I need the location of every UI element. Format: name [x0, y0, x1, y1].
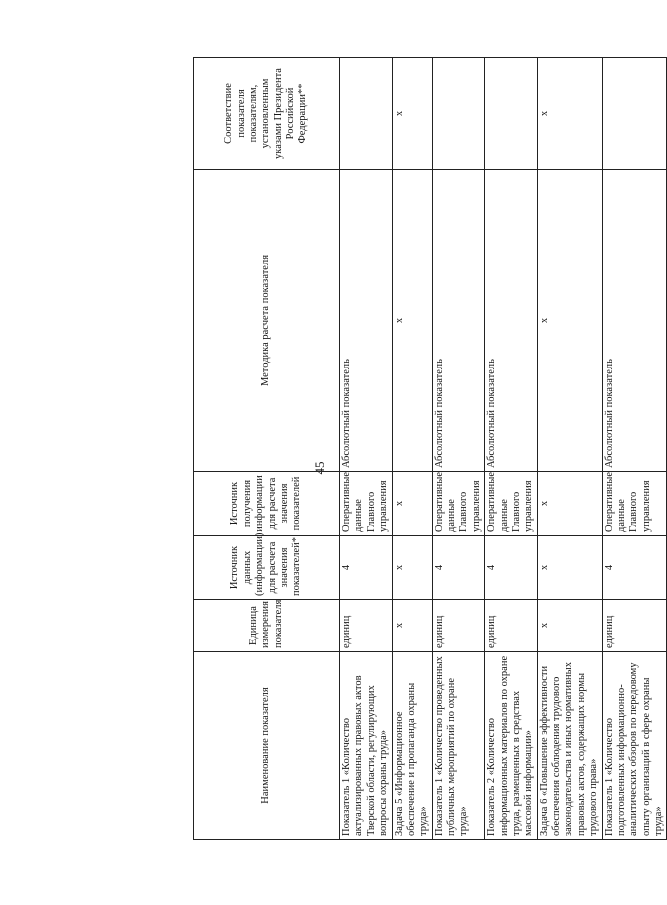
table-row: [602, 58, 667, 840]
cell-name: Показатель 1 «Количество подготовленных информационно-аналитических обзоров по передовому опыту организаций в сфере охраны труда»: [602, 652, 667, 840]
cell-data-source: 4: [340, 536, 393, 600]
table-row: [340, 58, 393, 840]
cell-info-source: Оперативные данные Главного управления: [340, 472, 393, 536]
cell-data-source: 4: [602, 536, 667, 600]
cell-method: x: [392, 170, 432, 472]
cell-method: Абсолютный показатель: [485, 170, 538, 472]
indicator-table: [193, 57, 667, 840]
cell-info-source: x: [537, 472, 602, 536]
table-row: [432, 58, 485, 840]
page-number: 45: [312, 461, 327, 475]
cell-name: Задача 6 «Повышение эффективности обеспечения соблюдения трудового законодательства и иных нормативных правовых актов, содержащих нормы трудового права»: [537, 652, 602, 840]
header-name: Наименование показателя: [194, 652, 340, 840]
cell-unit: единиц: [432, 600, 485, 652]
cell-compliance: [340, 58, 393, 170]
cell-info-source: Оперативные данные Главного управления: [602, 472, 667, 536]
table-row: [485, 58, 538, 840]
header-unit: Единица измерения показателя: [194, 600, 340, 652]
cell-info-source: Оперативные данные Главного управления: [432, 472, 485, 536]
cell-info-source: x: [392, 472, 432, 536]
cell-method: x: [537, 170, 602, 472]
header-compliance: Соответствие показателя показателям, установленным указами Президента Российской Федерации**: [194, 58, 340, 170]
cell-name: Показатель 2 «Количество информационных материалов по охране труда, размещенных в средствах массовой информации»: [485, 652, 538, 840]
cell-unit: единиц: [340, 600, 393, 652]
cell-name: Задача 5 «Информационное обеспечение и пропаганда охраны труда»: [392, 652, 432, 840]
header-data-source: Источник данных (информации) для расчета значения показателей*: [194, 536, 340, 600]
cell-name: Показатель 1 «Количество актуализированных правовых актов Тверской области, регулирующих вопросы охраны труда»: [340, 652, 393, 840]
table-row: [537, 58, 602, 840]
cell-method: Абсолютный показатель: [340, 170, 393, 472]
cell-data-source: x: [392, 536, 432, 600]
cell-unit: единиц: [602, 600, 667, 652]
cell-unit: x: [392, 600, 432, 652]
cell-data-source: x: [537, 536, 602, 600]
cell-compliance: [432, 58, 485, 170]
table-row: [392, 58, 432, 840]
cell-unit: единиц: [485, 600, 538, 652]
cell-data-source: 4: [485, 536, 538, 600]
cell-compliance: [485, 58, 538, 170]
cell-unit: x: [537, 600, 602, 652]
cell-info-source: Оперативные данные Главного управления: [485, 472, 538, 536]
header-info-source: Источник получения информации для расчета значения показателей: [194, 472, 340, 536]
cell-compliance: x: [537, 58, 602, 170]
indicator-table-rotated: [193, 58, 664, 840]
cell-data-source: 4: [432, 536, 485, 600]
cell-compliance: x: [392, 58, 432, 170]
cell-method: Абсолютный показатель: [602, 170, 667, 472]
table-header-row: [194, 58, 340, 840]
cell-compliance: [602, 58, 667, 170]
header-method: Методика расчета показателя: [194, 170, 340, 472]
cell-method: Абсолютный показатель: [432, 170, 485, 472]
cell-name: Показатель 1 «Количество проведенных публичных мероприятий по охране труда»: [432, 652, 485, 840]
